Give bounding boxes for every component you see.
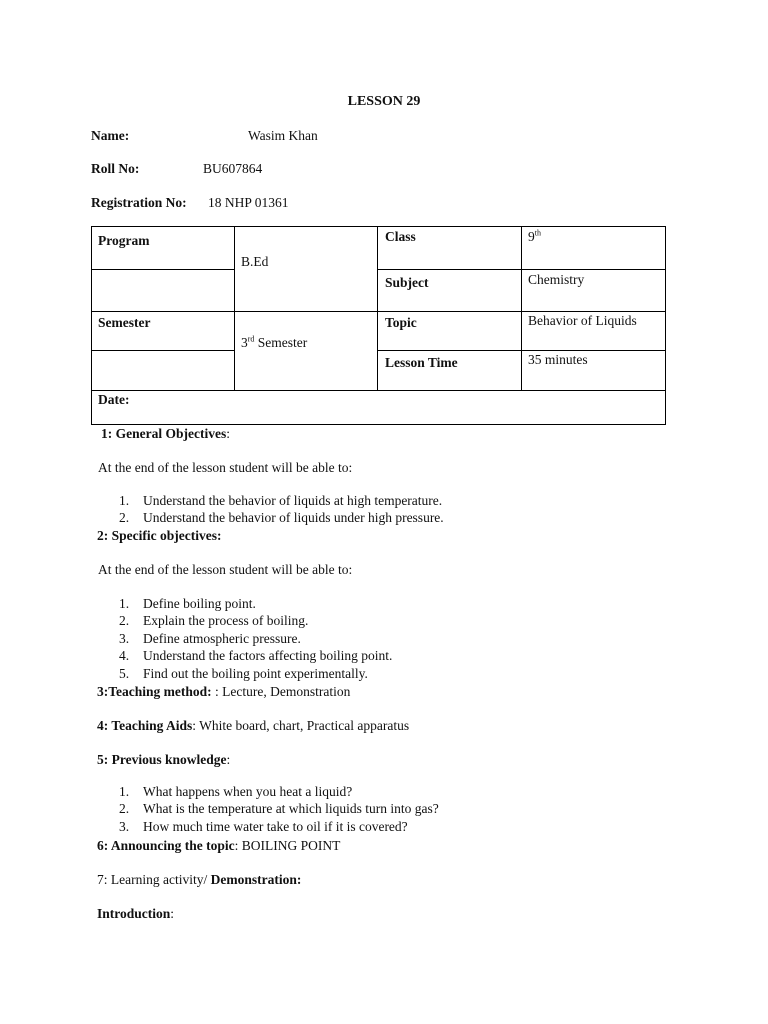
teaching-method: 3:Teaching method: : Lecture, Demonstration [97,684,351,699]
list-item-text: What is the temperature at which liquids turn into gas? [143,801,439,817]
roll-label: Roll No: [91,161,140,176]
class-value: 9th [528,228,541,244]
list-item-text: Understand the behavior of liquids under high pressure. [143,510,444,526]
list-item [91,665,392,682]
list-item-text: Understand the factors affecting boiling point. [143,648,393,664]
general-objectives-intro: At the end of the lesson student will be able to: [98,460,353,475]
list-item-text: Explain the process of boiling. [143,613,309,629]
list-item-text: Understand the behavior of liquids at high temperature. [143,493,443,508]
list-item [91,783,439,800]
program-label: Program [98,233,150,248]
topic-value: Behavior of Liquids [528,313,637,328]
list-number: 2. [119,613,130,629]
list-number: 4. [119,648,130,664]
registration-value: 18 NHP 01361 [208,195,289,210]
list-number: 1. [119,493,130,508]
list-number: 3. [119,818,130,834]
date-label: Date: [98,392,130,407]
list-item [91,818,439,835]
page-title: LESSON 29 [347,94,421,109]
list-number: 5. [119,665,130,681]
subject-value: Chemistry [528,272,585,287]
previous-knowledge-list [91,783,439,835]
registration-label: Registration No: [91,195,187,210]
list-number: 2. [119,801,130,817]
list-item [91,800,439,817]
introduction-heading: Introduction: [97,906,175,921]
list-item [91,612,392,629]
list-item [91,630,392,647]
specific-objectives-heading: 2: Specific objectives: [97,528,222,543]
semester-value: 3rd Semester [241,334,308,350]
list-item-text: Define boiling point. [143,596,256,611]
list-number: 3. [119,630,130,646]
list-item-text: How much time water take to oil if it is covered? [143,818,408,834]
list-number: 1. [119,596,130,611]
specific-objectives-intro: At the end of the lesson student will be able to: [98,562,353,577]
class-label: Class [385,229,416,244]
list-item-text: Find out the boiling point experimentally. [143,665,368,681]
semester-label: Semester [98,315,151,330]
general-objectives-list [91,492,444,527]
teaching-aids: 4: Teaching Aids: White board, chart, Practical apparatus [97,718,410,733]
list-item [91,647,392,664]
name-label: Name: [91,128,130,143]
list-number: 1. [119,784,130,799]
general-objectives-heading: 1: General Objectives: [101,426,230,441]
roll-value: BU607864 [203,161,263,176]
program-value: B.Ed [241,254,269,269]
list-number: 2. [119,510,130,526]
lesson-time-label: Lesson Time [385,355,458,370]
announcing-topic: 6: Announcing the topic: BOILING POINT [97,838,341,853]
subject-label: Subject [385,275,429,290]
list-item [91,492,444,509]
list-item [91,595,392,612]
list-item-text: What happens when you heat a liquid? [143,784,353,799]
previous-knowledge-heading: 5: Previous knowledge: [97,752,231,767]
lesson-time-value: 35 minutes [528,352,588,367]
list-item [91,509,444,526]
name-value: Wasim Khan [248,128,318,143]
learning-activity: 7: Learning activity/ Demonstration: [97,872,302,887]
specific-objectives-list [91,595,392,682]
list-item-text: Define atmospheric pressure. [143,630,301,646]
lesson-info-table [91,226,666,425]
topic-label: Topic [385,315,417,330]
